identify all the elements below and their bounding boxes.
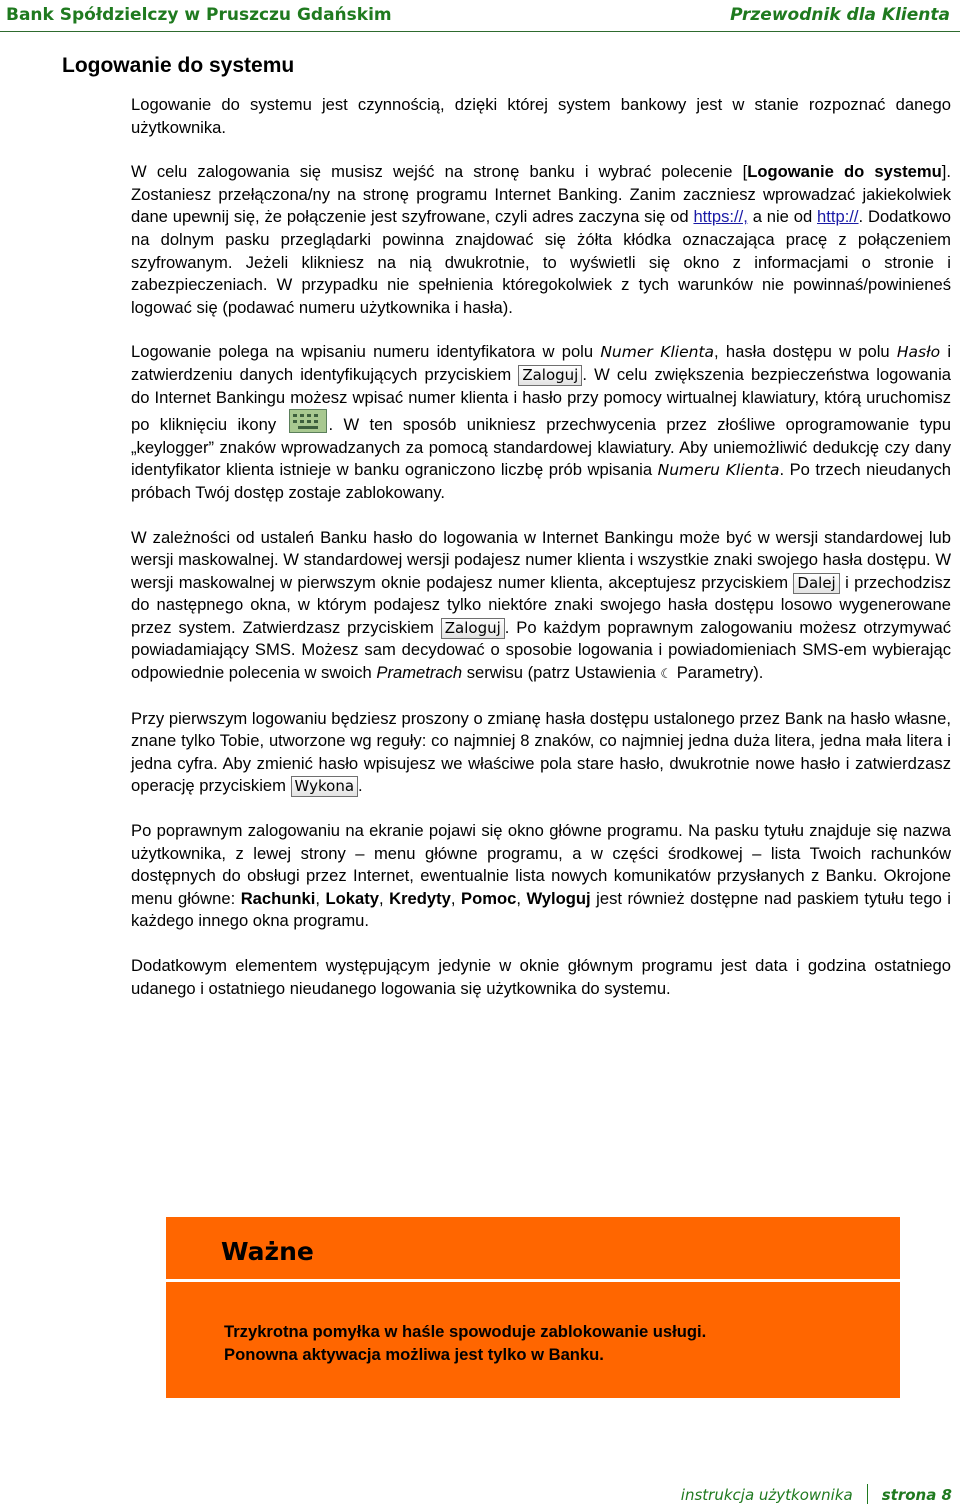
text: . Po trzech nieudanych próbach Twój dostęp zostaje zablokowany. [131,460,952,502]
paragraph-first-login [131,708,951,798]
http-link[interactable]: http:// [817,207,859,227]
important-text [224,1320,874,1366]
menu-logout: Wyloguj [526,888,591,908]
page-footer [681,1484,952,1504]
text: . [358,776,363,796]
page-header [0,0,960,32]
separator: , [315,888,326,908]
login-button-image: Zaloguj [518,365,582,386]
header-bank-name: Bank Spółdzielczy w Pruszczu Gdańskim [6,5,392,25]
paragraph-login-steps [131,161,951,319]
important-divider [166,1279,900,1282]
text: Logowanie polega na wpisaniu numeru identyfikatora w polu [131,342,601,362]
execute-button-image: Wykona [291,776,358,797]
text: Parametry). [672,663,764,683]
https-link[interactable]: https://, [693,207,748,227]
text: . Dodatkowo na dolnym pasku przeglądarki powinna znajdować się żółta kłódka oznaczająca pracę z połączeniem szyfrowanym. Jeżeli klikniesz na nią dwukrotnie, to wyświetli się okno z informacjami o stronie i zabezpieczeniach. W przypadku nie spełnienia któregokolwiek z tych warunków nie powinnaś/powinieneś logować się (podawać numeru użytkownika i hasła). [131,207,951,317]
text: ]. Zostaniesz przełączona/ny na stronę programu Internet Banking. Zanim zaczniesz wprowadzać jakiekolwiek dane upewnij się, że połączenie jest szyfrowane, czyli adres zaczyna się od [131,162,951,227]
text: . W celu zwiększenia bezpieczeństwa logowania do Internet Bankingu możesz wpisać numer klienta i hasło przy pomocy wirtualnej klawiatury, którą uruchomisz po kliknięciu ikony [131,364,951,435]
field-client-number: Numer Klienta [600,343,715,362]
separator: , [378,888,390,908]
menu-credits: Kredyty [389,888,451,908]
page-number: strona 8 [881,1486,952,1504]
next-button-image: Dalej [793,573,839,594]
text: i zatwierdzeniu danych identyfikujących przyciskiem [131,342,951,384]
text: Przy pierwszym logowaniu będziesz proszony o zmianę hasła dostępu ustalonego przez Bank na hasło własne, znane tylko Tobie, utworzone wg reguły: co najmniej 8 znaków, co najmniej jedna duża litera, jedna mała litera i jedna cyfra. Aby zmienić hasło wpisujesz we właściwe pola stare hasło, dwukrotnie nowe hasło i zatwierdzasz operację przyciskiem [131,708,951,796]
paragraph-password-versions [131,527,951,686]
separator: , [450,888,461,908]
header-guide-title: Przewodnik dla Klienta [730,5,950,25]
text: W celu zalogowania się musisz wejść na stronę banku i wybrać polecenie [ [131,162,748,182]
text: serwisu (patrz Ustawienia [462,663,661,683]
menu-accounts: Rachunki [240,888,316,908]
paragraph-intro: Logowanie do systemu jest czynnością, dzięki której system bankowy jest w stanie rozpoznać danego użytkownika. [131,95,951,137]
text: . Po każdym poprawnym zalogowaniu możesz otrzymywać powiadamiający SMS. Możesz sam decydować o sposobie logowania i powiadomieniach SMS-em wybierając odpowiednie polecenia w swoich [131,617,952,683]
important-title: Ważne [221,1237,314,1266]
separator: , [516,888,527,908]
arrow-icon: ☾ [660,666,673,682]
text: , hasła dostępu w polu [714,342,897,362]
params-name: Prametrach [376,663,463,683]
paragraph-login-fields [131,341,951,504]
body-text [131,94,951,1022]
text: W zależności od ustaleń Banku hasło do logowania w Internet Bankingu może być w wersji standardowej lub wersji maskowalnej. W standardowej wersji podajesz numer klienta i wszystkie znaki swojego hasła dostępu. W wersji maskowalnej w pierwszym oknie podajesz numer klienta, akceptujesz przyciskiem [131,527,951,592]
paragraph-last-login: Dodatkowym elementem występującym jedynie w oknie głównym programu jest data i godzina ostatniego udanego i ostatniego nieudanego logowania się użytkownika do systemu. [131,956,951,998]
login-button-image: Zaloguj [441,618,505,639]
field-client-number: Numeru Klienta [657,461,780,480]
menu-deposits: Lokaty [325,888,379,908]
login-menu-name: Logowanie do systemu [747,162,942,182]
text: . W ten sposób unikniesz przechwycenia przez złośliwe oprogramowanie typu „keylogger” znaków wprowadzanych za pomocą standardowej klawiatury. Aby uniemożliwić dedukcję czy dany identyfikator klienta istnieje w banku ograniczono liczbę prób wpisania [131,415,951,480]
text: i przechodzisz do następnego okna, w którym podajesz tylko niektóre znaki swojego hasła dostępu losowo wygenerowane przez system. Zatwierdzasz przyciskiem [131,572,951,637]
paragraph-main-window [131,820,951,933]
field-password: Hasło [896,343,941,362]
section-title: Logowanie do systemu [62,54,295,77]
text: jest również dostępne nad paskiem tytułu tego i każdego innego okna programu. [131,888,951,931]
important-line-2: Ponowna aktywacja możliwa jest tylko w Banku. [224,1345,604,1364]
important-box [166,1217,900,1398]
text: Po poprawnym zalogowaniu na ekranie pojawi się okno główne programu. Na pasku tytułu znajduje się nazwa użytkownika, z lewej strony – menu główne programu, a w części środkowej – lista Twoich rachunków dostępnych do obsługi przez Internet, ewentualnie lista nowych komunikatów przysłanych z Banku. Okrojone menu główne: [131,821,951,908]
menu-help: Pomoc [461,888,517,908]
virtual-keyboard-icon [289,409,327,433]
footer-label: instrukcja użytkownika [680,1486,853,1504]
text: a nie od [747,207,818,227]
footer-separator [867,1484,868,1504]
important-line-1: Trzykrotna pomyłka w haśle spowoduje zablokowanie usługi. [224,1322,707,1341]
